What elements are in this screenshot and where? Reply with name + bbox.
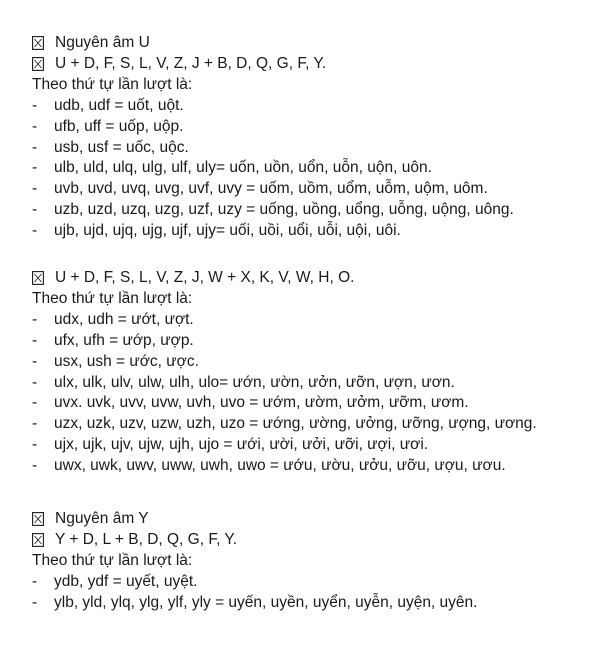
section-intro: Theo thứ tự lần lượt là: (32, 289, 193, 307)
bullet-dash: - (32, 201, 38, 219)
section-heading-line (32, 509, 592, 530)
bullet-dash: - (32, 331, 38, 349)
missing-glyph-box-icon (32, 35, 47, 51)
list-item-text: udx, udh = ướt, ượt. (54, 310, 194, 328)
list-item (32, 310, 592, 331)
bullet-dash: - (32, 352, 38, 370)
bullet-dash: - (32, 222, 38, 240)
section-rule-line (32, 54, 592, 75)
section-rule-line (32, 268, 592, 289)
list-item-text: usb, usf = uốc, uộc. (54, 138, 189, 156)
list-item (32, 179, 592, 200)
missing-glyph-box-icon (32, 56, 47, 72)
bullet-dash: - (32, 138, 38, 156)
list-item (32, 117, 592, 138)
bullet-dash: - (32, 457, 38, 475)
list-item (32, 221, 592, 242)
list-item-text: ulx, ulk, ulv, ulw, ulh, ulo= ướn, ườn, ưởn, ưỡn, ượn, ươn. (54, 373, 455, 391)
list-item-text: ydb, ydf = uyết, uyệt. (54, 572, 198, 590)
bullet-dash: - (32, 436, 38, 454)
bullet-dash: - (32, 159, 38, 177)
section-vowel-u-horn (32, 268, 592, 477)
list-item-text: ujx, ujk, ujv, ujw, ujh, ujo = ưới, ười, ưởi, ưỡi, ượi, ươi. (54, 436, 429, 454)
list-item (32, 158, 592, 179)
list-item (32, 200, 592, 221)
section-rule: Y + D, L + B, D, Q, G, F, Y. (55, 530, 238, 548)
section-vowel-y (32, 509, 592, 614)
section-vowel-u (32, 33, 592, 242)
section-intro: Theo thứ tự lần lượt là: (32, 551, 193, 569)
list-item (32, 414, 592, 435)
bullet-dash: - (32, 373, 38, 391)
list-item-text: uvb, uvd, uvq, uvg, uvf, uvy = uốm, uồm, uổm, uỗm, uộm, uôm. (54, 180, 488, 198)
list-item-text: uzx, uzk, uzv, uzw, uzh, uzo = ướng, ường, ưởng, ưỡng, ượng, ương. (54, 415, 537, 433)
list-item-text: usx, ush = ước, ược. (54, 352, 199, 370)
bullet-dash: - (32, 593, 38, 611)
section-heading: Nguyên âm U (55, 34, 150, 51)
missing-glyph-box-icon (32, 511, 47, 527)
bullet-dash: - (32, 96, 38, 114)
list-item-text: ufb, uff = uốp, uộp. (54, 117, 184, 135)
bullet-dash: - (32, 394, 38, 412)
list-item (32, 331, 592, 352)
list-item-text: ylb, yld, ylq, ylg, ylf, yly = uyến, uyền, uyển, uyễn, uyện, uyên. (54, 593, 478, 611)
list-item-text: uvx. uvk, uvv, uvw, uvh, uvo = ướm, ườm, ưởm, ưỡm, ươm. (54, 394, 469, 412)
section-intro: Theo thứ tự lần lượt là: (32, 75, 193, 93)
list-item-text: uzb, uzd, uzq, uzg, uzf, uzy = uống, uồng, uổng, uỗng, uộng, uông. (54, 201, 514, 219)
list-item (32, 352, 592, 373)
list-item (32, 456, 592, 477)
bullet-dash: - (32, 572, 38, 590)
section-rule: U + D, F, S, L, V, Z, J + B, D, Q, G, F, Y. (55, 54, 327, 72)
section-heading: Nguyên âm Y (55, 510, 149, 527)
section-heading-line (32, 33, 592, 54)
bullet-dash: - (32, 180, 38, 198)
list-item-text: uwx, uwk, uwv, uww, uwh, uwo = ướu, ườu, ưởu, ưỡu, ượu, ươu. (54, 457, 506, 475)
list-item (32, 435, 592, 456)
list-item-text: udb, udf = uốt, uột. (54, 96, 184, 114)
list-item (32, 96, 592, 117)
list-item-text: ufx, ufh = ướp, ượp. (54, 331, 194, 349)
list-item (32, 593, 592, 614)
bullet-dash: - (32, 117, 38, 135)
list-item (32, 138, 592, 159)
bullet-dash: - (32, 310, 38, 328)
section-rule: U + D, F, S, L, V, Z, J, W + X, K, V, W, H, O. (55, 269, 355, 286)
list-item (32, 393, 592, 414)
section-rule-line (32, 530, 592, 551)
list-item-text: ulb, uld, ulq, ulg, ulf, uly= uốn, uồn, uổn, uỗn, uộn, uôn. (54, 159, 432, 177)
list-item (32, 572, 592, 593)
list-item-text: ujb, ujd, ujq, ujg, ujf, ujy= uối, uồi, uổi, uỗi, uội, uôi. (54, 222, 401, 240)
list-item (32, 373, 592, 394)
bullet-dash: - (32, 415, 38, 433)
missing-glyph-box-icon (32, 532, 47, 548)
missing-glyph-box-icon (32, 270, 47, 286)
